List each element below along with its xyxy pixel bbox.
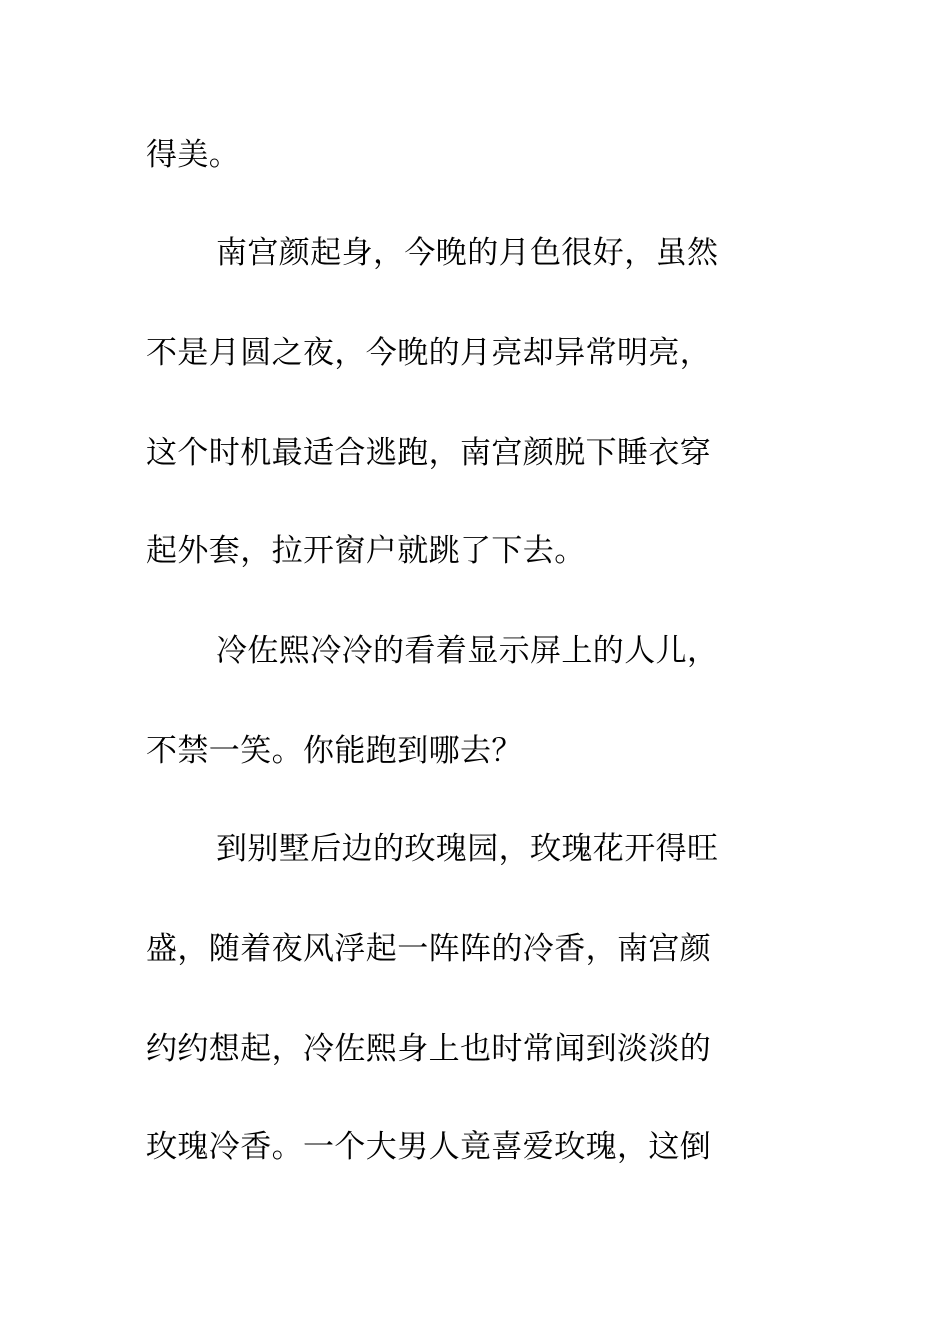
text-line: 不是月圆之夜，今晚的月亮却异常明亮， — [146, 335, 712, 371]
paragraph-start-line: 南宫颜起身，今晚的月色很好，虽然 — [216, 235, 719, 271]
text-line: 盛，随着夜风浮起一阵阵的冷香，南宫颜 — [146, 931, 712, 967]
paragraph-start-line: 到别墅后边的玫瑰园，玫瑰花开得旺 — [216, 831, 719, 867]
text-line: 玫瑰冷香。一个大男人竟喜爱玫瑰，这倒 — [146, 1129, 712, 1165]
text-line: 这个时机最适合逃跑，南宫颜脱下睡衣穿 — [146, 435, 712, 471]
text-line: 约约想起，冷佐熙身上也时常闻到淡淡的 — [146, 1031, 712, 1067]
paragraph-start-line: 冷佐熙冷冷的看着显示屏上的人儿， — [216, 633, 719, 669]
text-line: 得美。 — [146, 137, 241, 173]
text-line: 不禁一笑。你能跑到哪去？ — [146, 733, 523, 769]
text-line: 起外套，拉开窗户就跳了下去。 — [146, 533, 586, 569]
